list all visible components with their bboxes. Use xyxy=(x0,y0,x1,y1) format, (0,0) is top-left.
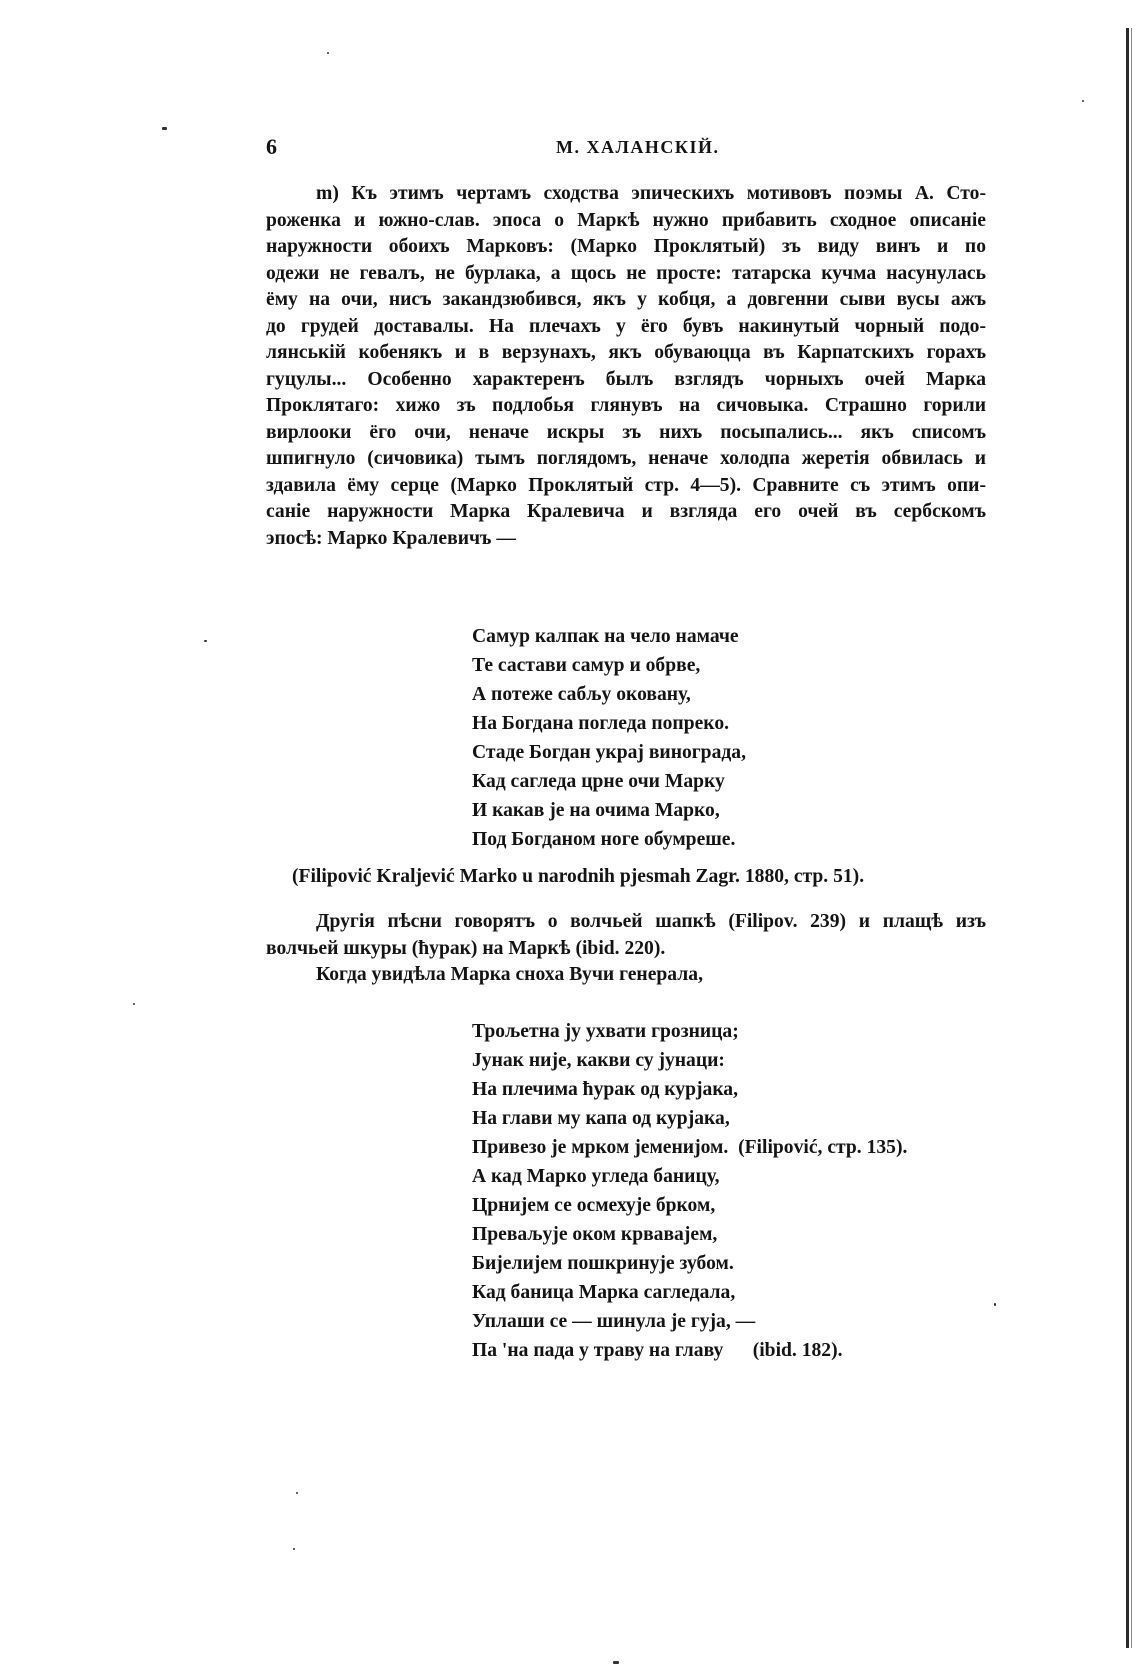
verse-line: Преваљује оком крвавајем, xyxy=(472,1224,718,1245)
text-line: саніе наружности Марка Кралевича и взгляда его очей въ сербскомъ xyxy=(266,501,986,522)
text-line: до грудей доставалы. На плечахъ у ёго бувъ накинутый чорный подо- xyxy=(266,315,986,337)
verse-reference: (Filipović, стр. 135). xyxy=(738,1137,908,1158)
verse-line-with-ref xyxy=(472,1133,992,1162)
text-line: Другія пѣсни говорятъ о волчьей шапкѣ (Filipov. 239) и плащѣ изъ xyxy=(316,911,986,932)
text-line: m) Къ этимъ чертамъ сходства эпическихъ мотивовъ поэмы А. Сто- xyxy=(316,183,986,204)
verse-block-1 xyxy=(472,622,992,854)
scan-speck xyxy=(162,127,167,130)
text-line: эпосѣ: Марко Кралевичъ — xyxy=(266,527,516,549)
verse-line: И какав је на очима Марко, xyxy=(472,800,720,821)
running-head: М. ХАЛАНСКІЙ. xyxy=(556,137,720,157)
scan-speck xyxy=(204,640,207,642)
verse-line: Црнијем се осмехује брком, xyxy=(472,1195,716,1216)
verse-line: Бијелијем пошкринује зубом. xyxy=(472,1253,734,1274)
scan-speck xyxy=(613,1661,619,1664)
text-line: гуцулы... Особенно характеренъ былъ взглядъ чорныхъ очей Марка xyxy=(266,368,986,390)
page-number: 6 xyxy=(266,134,277,159)
verse-block-2 xyxy=(472,1017,992,1365)
verse-line: Трољетна ју ухвати грозница; xyxy=(472,1021,739,1042)
verse-line: На глави му капа од курјака, xyxy=(472,1108,730,1129)
verse-line: А кад Марко угледа баницу, xyxy=(472,1166,720,1187)
verse-line-with-ref xyxy=(472,1336,992,1365)
scan-speck xyxy=(293,1548,295,1550)
text-line: ёму на очи, нисъ закандзюбився, якъ у кобця, а довгенни сыви вусы ажъ xyxy=(266,289,986,310)
paragraph-2 xyxy=(266,909,986,989)
page-header xyxy=(266,134,986,162)
verse-line-text: Привезо је мрком јеменијом. xyxy=(472,1137,729,1158)
verse-line: Јунак није, какви су јунаци: xyxy=(472,1050,725,1071)
text-line: роженка и южно-слав. эпоса о Маркѣ нужно прибавить сходное описаніе xyxy=(266,209,986,231)
scan-speck xyxy=(1082,100,1084,102)
verse-line: Те састави самур и обрве, xyxy=(472,655,701,676)
text-line: лянській кобенякъ и в верзунахъ, якъ обуваюцца въ Карпатскихъ горахъ xyxy=(266,342,986,363)
text-line: волчьей шкуры (ћурак) на Маркѣ (ibid. 220). xyxy=(266,937,666,959)
verse-line: На Богдана погледа попреко. xyxy=(472,713,730,734)
text-line: вирлооки ёго очи, неначе искры зъ нихъ посыпались... якъ списомъ xyxy=(266,421,986,443)
text-line: шпигнуло (сичовика) тымъ поглядомъ, неначе холодпа жеретія обвилась и xyxy=(266,448,986,469)
verse-line: Кад сагледа црне очи Марку xyxy=(472,771,725,792)
verse-line-text: Па 'на пада у траву на главу xyxy=(472,1340,724,1361)
text-line: здавила ёму серце (Марко Проклятый стр. 4—5). Сравните съ этимъ опи- xyxy=(266,474,986,496)
text-line: наружности обоихъ Марковъ: (Марко Проклятый) зъ виду винъ и по xyxy=(266,236,986,257)
paragraph-1 xyxy=(266,181,986,552)
page-edge-rule-shadow xyxy=(1131,28,1132,1648)
scan-speck xyxy=(327,52,329,54)
verse-line: Самур калпак на чело намаче xyxy=(472,626,739,647)
text-line: одежи не гевалъ, не бурлака, а щось не просте: татарска кучма насунулась xyxy=(266,262,986,284)
verse-reference: (ibid. 182). xyxy=(752,1340,843,1361)
citation-1: (Filipović Kraljević Marko u narodnih pjesmah Zagr. 1880, стр. 51). xyxy=(292,866,865,887)
verse-line: Кад баница Марка сагледала, xyxy=(472,1282,736,1303)
verse-line: На плечима ћурак од курјака, xyxy=(472,1079,739,1100)
verse-line: Уплаши се — шинула је гуја, — xyxy=(472,1311,756,1332)
text-line: Когда увидѣла Марка снохa Вучи генерала, xyxy=(316,964,703,985)
verse-line: Под Богданом ноге обумреше. xyxy=(472,829,736,850)
scan-speck xyxy=(133,1003,135,1005)
scan-speck xyxy=(994,1303,996,1306)
page-edge-rule xyxy=(1126,28,1129,1648)
verse-line: А потеже сабљу оковану, xyxy=(472,684,691,705)
text-line: Проклятаго: хижо зъ подлобья глянувъ на сичовыка. Страшно горили xyxy=(266,395,986,416)
scan-speck xyxy=(296,1492,298,1494)
verse-line: Стаде Богдан украј винограда, xyxy=(472,742,746,763)
